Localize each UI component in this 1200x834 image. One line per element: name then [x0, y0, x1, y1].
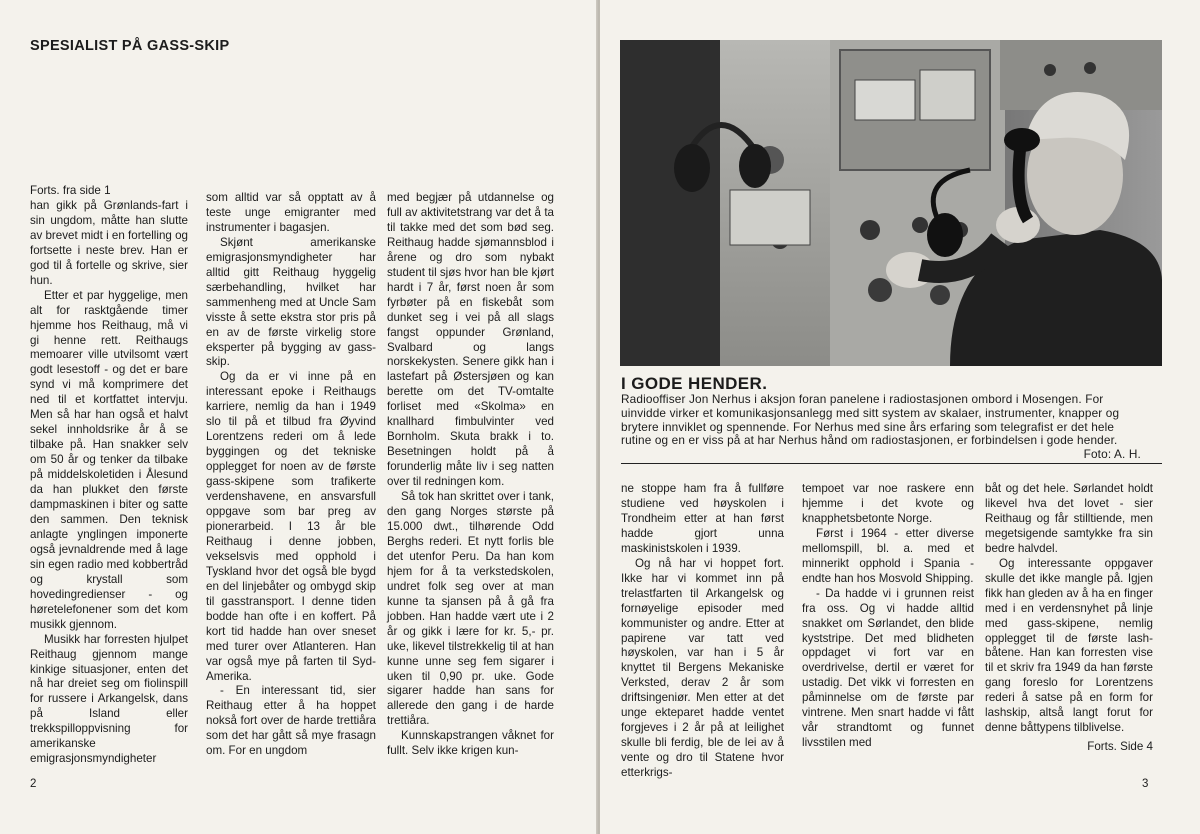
right-column-3: [985, 482, 1153, 755]
paragraph: Og nå har vi hoppet fort. Ikke har vi kommet inn på trelastfarten til Arkangelsk og fornøyelige episoder med kommunister og andre. Etter at papirene var tatt ved høyskolen, var han i 5 år knyttet til Bergens Mekaniske Verksted, derav 2 år som driftsingeniør. Men etter at det unge ekteparet hadde ventet forgjeves i 2 år på at leilighet skulle bli ferdig, ble de lei av å vente og dro til Statene hvor etterkrigs-: [621, 556, 784, 780]
paragraph: Først i 1964 - etter diverse mellomspill, bl. a. med et minnerikt opphold i Spania - endte han hos Mosvold Shipping.: [802, 526, 974, 585]
paragraph: Musikk har forresten hjulpet Reithaug gjennom mange kinkige situasjoner, enten det nå har dreiet seg om fiolinspill for russere i Arkangelsk, dans på Island eller trekkspilloppvisning for amerikanske emigrasjonsmyndigheter: [30, 632, 188, 766]
paragraph: som alltid var så opptatt av å teste unge emigranter med instrumenter i bagasjen.: [206, 191, 376, 234]
paragraph: tempoet var noe raskere enn hjemme i det kvote og knapphetsbetonte Norge.: [802, 482, 974, 525]
left-column-2: [206, 191, 376, 759]
paragraph: Og da er vi inne på en interessant epoke i Reithaugs karriere, nemlig da han i 1949 slo til på et tilbud fra Øyvind Lorentzens rederi om å lede byggingen og det tekniske opplegget for noen av de første gass-skipene som trafikerte verdenshavene, en ansvarsfull oppgave som bar preg av pionerarbeid. I 13 år ble Reithaug i denne jobben, vekselsvis med opphold i Tyskland hvor det også ble bygd en del linjebåter og ombygd skip til gasstransport. I denne tiden bodde han ofte i en koffert. På kort tid hadde han over sneset med turer over Atlanteren. Han var også mye på farten til Syd-Amerika.: [206, 370, 376, 683]
left-column-3: [387, 191, 554, 759]
continued-on-note: Forts. Side 4: [1087, 740, 1153, 754]
continued-from-note: Forts. fra side 1: [30, 184, 111, 197]
paragraph: med begjær på utdannelse og full av aktivitetstrang var det å ta til takke med det som bød seg. Reithaug hadde sjømannsblod i årene og dro som nybakt student til sjøs hvor han ble kjørt hardt i 7 år, først noen år som fyrbøter på en fiskebåt som dunket seg i vei på all slags fangst oppunder Grønland, Svalbard og langs norskekysten. Senere gikk han i lastefart på Østersjøen og kan berette om det TV-omtalte forliset med «Skolma» en knallhard fimbulvinter ved Bornholm. Skuta brakk i to. Besetningen holdt på å forunderlig måte liv i seg natten over til redningen kom.: [387, 191, 554, 489]
paragraph: Og interessante oppgaver skulle det ikke mangle på. Igjen fikk han gleden av å ha en finger med i en verdensnyhet på linje med gass-skipene, nemlig opplegget til de første lash-båtene. Han kan forresten vise til et skriv fra 1949 da han første gang foreslo for Lorentzens rederi å satse på en form for lashskip, altså langt forut for denne båttypens tilblivelse.: [985, 556, 1153, 735]
article-headline: SPESIALIST PÅ GASS-SKIP: [30, 38, 230, 54]
photo-caption: [621, 393, 1141, 462]
left-page: [0, 0, 598, 834]
caption-divider: [621, 463, 1162, 464]
photo-credit: Foto: A. H.: [1083, 447, 1141, 462]
page-number-left: 2: [30, 778, 37, 790]
photo-illustration: [620, 40, 1162, 366]
paragraph: han gikk på Grønlands-fart i sin ungdom, måtte han slutte av brevet midt i en fortelling og fortsette i neste brev. Han er god til å fortelle og skrive, sier hun.: [30, 198, 188, 287]
radio-officer-photo: [620, 40, 1162, 366]
paragraph: båt og det hele. Sørlandet holdt likevel hva det lovet - sier Reithaug og får stilltiende, men megetsigende samtykke fra sin bedre halvdel.: [985, 482, 1153, 555]
left-column-1: [30, 184, 188, 767]
paragraph: - Da hadde vi i grunnen reist fra oss. Og vi hadde alltid snakket om Sørlandet, den blide kyststripe. Det med blidheten oppdaget vi fort var en overdrivelse, dertil er været for ustadig. Det vikk vi forresten en påminnelse om de første par vintrene. Men snart hadde vi fått vår strandtomt og funnet livsstilen med: [802, 586, 974, 750]
paragraph: Etter et par hyggelige, men alt for rasktgående timer hjemme hos Reithaug, må vi gi henne rett. Reithaugs memoarer ville utvilsomt vært godt lesestoff - og det er bare synd vi må komprimere det ned til et kortfattet intervju. Men så har han også et halvt sekel innholdsrike år å se tilbake på. Han snakker selv om 50 år og tenker da tilbake på middelskoletiden i Ålesund da han plukket den første dampmaskinen i biter og satte den sammen. Den teknisk anlagte ynglingen imponerte også jevnaldrende med å lage sin egen radio med kobbertråd og krystall som hovedingredienser - og høretelefonener som det kom musikk gjennom.: [30, 288, 188, 631]
right-column-1: [621, 482, 784, 781]
paragraph: ne stoppe ham fra å fullføre studiene ved høyskolen i Trondheim etter at han først hadde gjort unna maskinistskolen i 1939.: [621, 482, 784, 555]
photo-caption-text: Radiooffiser Jon Nerhus i aksjon foran panelene i radiostasjonen ombord i Mosengen. For uinvidde virker et komunikasjonsanlegg med sitt system av skalaer, instrumenter, knapper og brytere innviklet og spennende. For Nerhus med sine års erfaring som telegrafist er det hele rutine og en er viss på at har Nerhus hånd om radiostasjonen, er forbindelsen i gode hender.: [621, 392, 1120, 448]
right-column-2: [802, 482, 974, 751]
page-number-right: 3: [1142, 778, 1149, 790]
paragraph: - En interessant tid, sier Reithaug etter å ha hoppet nokså fort over de harde trettiåra som det har gått så mye frasagn om. For en ungdom: [206, 684, 376, 758]
paragraph: Skjønt amerikanske emigrasjonsmyndigheter har alltid gitt Reithaug hyggelig særbehandling, hvilket har sammenheng med at Uncle Sam visste å sette ekstra stor pris på en av de første virkelig store eksperter på bygging av gass-skip.: [206, 235, 376, 369]
photo-caption-title: I GODE HENDER.: [621, 374, 768, 393]
paragraph: Kunnskapstrangen våknet for fullt. Selv ikke krigen kun-: [387, 729, 554, 758]
paragraph: Så tok han skrittet over i tank, den gang Norges største på 15.000 dwt., tilhørende Odd Berghs rederi. Et nytt forlis ble det utenfor Peru. Da han kom hjem for å ta verkstedskolen, undret folk seg over at man kunne ta sjansen på å gå fra jobben. Han hadde vært ute i 2 år og gikk i lære for kr. 5,- pr. uke, likevel tilstrekkelig til at han kunne unne seg fem sigarer i uken til 0,90 pr. uke. Gode sigarer hadde han sans for allerede den gang i de harde trettiåra.: [387, 490, 554, 728]
